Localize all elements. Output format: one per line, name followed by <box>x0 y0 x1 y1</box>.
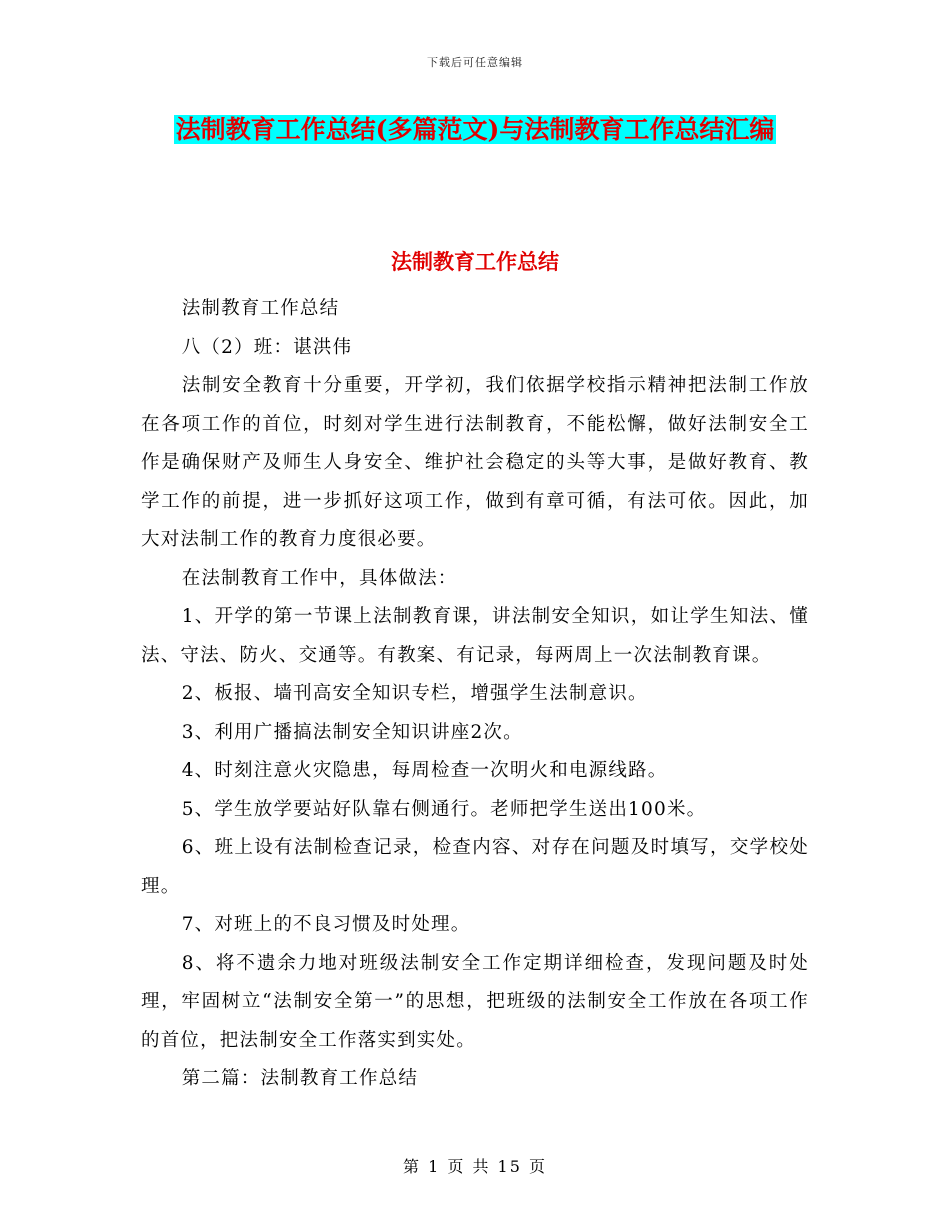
paragraph: 3、利用广播搞法制安全知识讲座2次。 <box>181 721 523 743</box>
document-title-text: 法制教育工作总结(多篇范文)与法制教育工作总结汇编 <box>175 115 775 144</box>
paragraph: 8、将不遗余力地对班级法制安全工作定期详细检查，发现问题及时处理，牢固树立“法制安全第一”的思想，把班级的法制安全工作放在各项工作的首位，把法制安全工作落实到实处。 <box>141 952 809 1051</box>
document-body <box>141 290 809 1099</box>
paragraph: 第二篇：法制教育工作总结 <box>181 1068 419 1089</box>
paragraph: 6、班上设有法制检查记录，检查内容、对存在问题及时填写，交学校处理。 <box>141 837 809 897</box>
paragraph: 1、开学的第一节课上法制教育课，讲法制安全知识，如让学生知法、懂法、守法、防火、交通等。有教案、有记录，每两周上一次法制教育课。 <box>141 606 809 666</box>
paragraph: 7、对班上的不良习惯及时处理。 <box>181 914 471 935</box>
page-footer: 第 1 页 共 15 页 <box>403 1157 547 1176</box>
paragraph: 法制安全教育十分重要，开学初，我们依据学校指示精神把法制工作放在各项工作的首位，时刻对学生进行法制教育，不能松懈，做好法制安全工作是确保财产及师生人身安全、维护社会稳定的头等大事，是做好教育、教学工作的前提，进一步抓好这项工作，做到有章可循，有法可依。因此，加大对法制工作的教育力度很必要。 <box>141 375 809 550</box>
paragraph: 5、学生放学要站好队靠右侧通行。老师把学生送出100米。 <box>181 798 707 820</box>
paragraph: 法制教育工作总结 <box>181 298 340 319</box>
paragraph: 八（2）班：谌洪伟 <box>181 336 353 358</box>
section-title: 法制教育工作总结 <box>391 249 559 274</box>
paragraph: 2、板报、墙刊高安全知识专栏，增强学生法制意识。 <box>181 683 648 704</box>
paragraph: 4、时刻注意火灾隐患，每周检查一次明火和电源线路。 <box>181 760 668 781</box>
paragraph: 在法制教育工作中，具体做法： <box>181 567 458 589</box>
header-note: 下载后可任意编辑 <box>427 56 523 69</box>
document-title <box>140 108 810 152</box>
